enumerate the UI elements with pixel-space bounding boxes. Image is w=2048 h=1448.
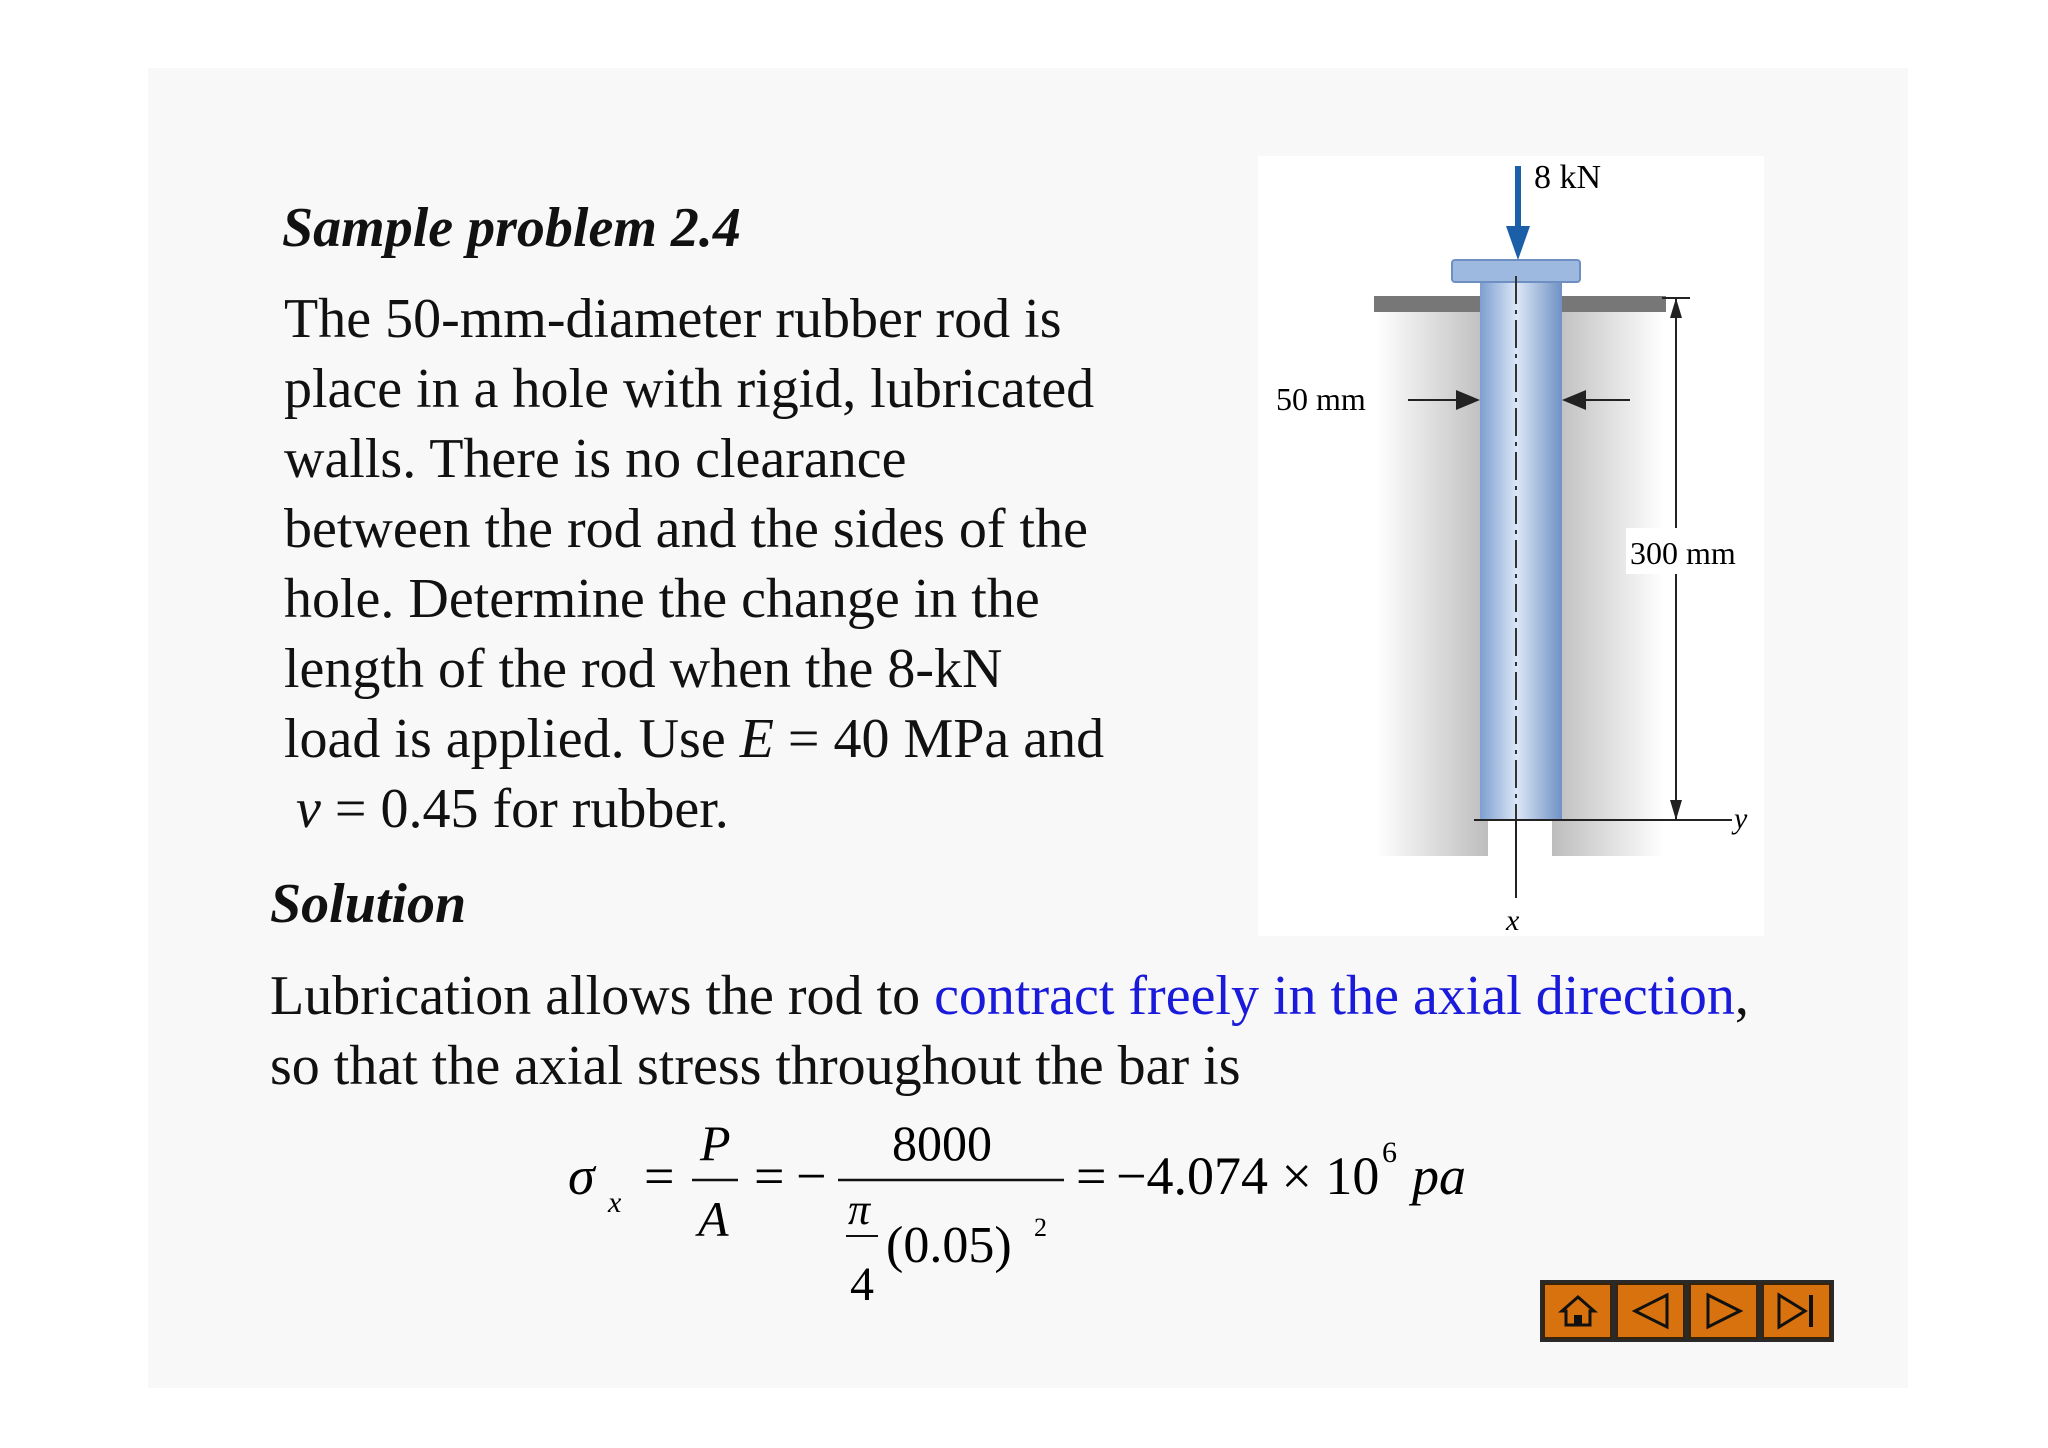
stress-equation <box>540 1100 1500 1320</box>
last-button[interactable] <box>1762 1283 1831 1339</box>
rod-figure <box>1258 156 1764 936</box>
problem-text-line-3: walls. There is no clearance <box>284 428 907 490</box>
problem-text-line-7: load is applied. Use E = 40 MPa and <box>284 708 1105 770</box>
y-axis-label: y <box>1734 802 1748 835</box>
squared-exponent: 2 <box>1034 1213 1047 1242</box>
minus-sign: − <box>796 1146 827 1206</box>
problem-text-line-5: hole. Determine the change in the <box>284 568 1040 630</box>
unit-pa: pa <box>1412 1146 1466 1206</box>
next-icon <box>1702 1291 1746 1331</box>
load-label: 8 kN <box>1534 159 1602 196</box>
ground-right <box>1546 296 1666 312</box>
home-button[interactable] <box>1543 1283 1612 1339</box>
previous-icon <box>1629 1291 1673 1331</box>
ground-left <box>1374 296 1494 312</box>
poisson-symbol: ν <box>296 778 321 840</box>
x-axis-label: x <box>1506 904 1520 936</box>
equals-1: = <box>644 1146 675 1206</box>
highlighted-phrase: contract freely in the axial direction <box>934 965 1735 1027</box>
previous-button[interactable] <box>1616 1283 1685 1339</box>
equals-2: = <box>754 1146 785 1206</box>
problem-text-line-1: The 50-mm-diameter rubber rod is <box>284 288 1062 350</box>
rod-diagram <box>1258 156 1764 936</box>
solution-title: Solution <box>270 873 467 935</box>
problem-text-line-2: place in a hole with rigid, lubricated <box>284 358 1095 420</box>
problem-text-line-6: length of the rod when the 8-kN <box>284 638 1003 700</box>
length-label: 300 mm <box>1630 535 1736 571</box>
sigma-symbol: σ <box>568 1146 595 1206</box>
left-wall <box>1376 296 1488 856</box>
problem-title: Sample problem 2.4 <box>282 197 741 259</box>
right-wall <box>1552 296 1664 856</box>
result-value: −4.074 × 10 <box>1116 1146 1380 1206</box>
load-arrow-head <box>1506 226 1530 260</box>
four-digit: 4 <box>850 1258 874 1311</box>
result-exponent: 6 <box>1382 1136 1397 1169</box>
diameter-label: 50 mm <box>1276 381 1366 417</box>
length-arrowhead-bottom <box>1670 800 1682 820</box>
last-icon <box>1775 1291 1819 1331</box>
equals-3: = <box>1076 1146 1107 1206</box>
problem-text-line-8: ν = 0.45 for rubber. <box>296 778 729 840</box>
navigation-bar <box>1540 1280 1834 1342</box>
home-icon <box>1558 1291 1598 1331</box>
length-arrowhead-top <box>1670 298 1682 318</box>
next-button[interactable] <box>1689 1283 1758 1339</box>
pi-symbol: π <box>848 1185 871 1234</box>
solution-text-line-1: Lubrication allows the rod to contract freely in the axial direction, <box>270 965 1749 1027</box>
modulus-symbol: E <box>739 708 774 770</box>
load-value: 8000 <box>892 1115 992 1171</box>
sigma-subscript: x <box>608 1186 622 1219</box>
problem-text-line-4: between the rod and the sides of the <box>284 498 1088 560</box>
area-symbol: A <box>698 1191 729 1247</box>
rubber-rod <box>1480 280 1562 820</box>
force-symbol: P <box>700 1115 731 1171</box>
solution-text-line-2: so that the axial stress throughout the bar is <box>270 1035 1241 1097</box>
diameter-value: (0.05) <box>886 1217 1012 1274</box>
